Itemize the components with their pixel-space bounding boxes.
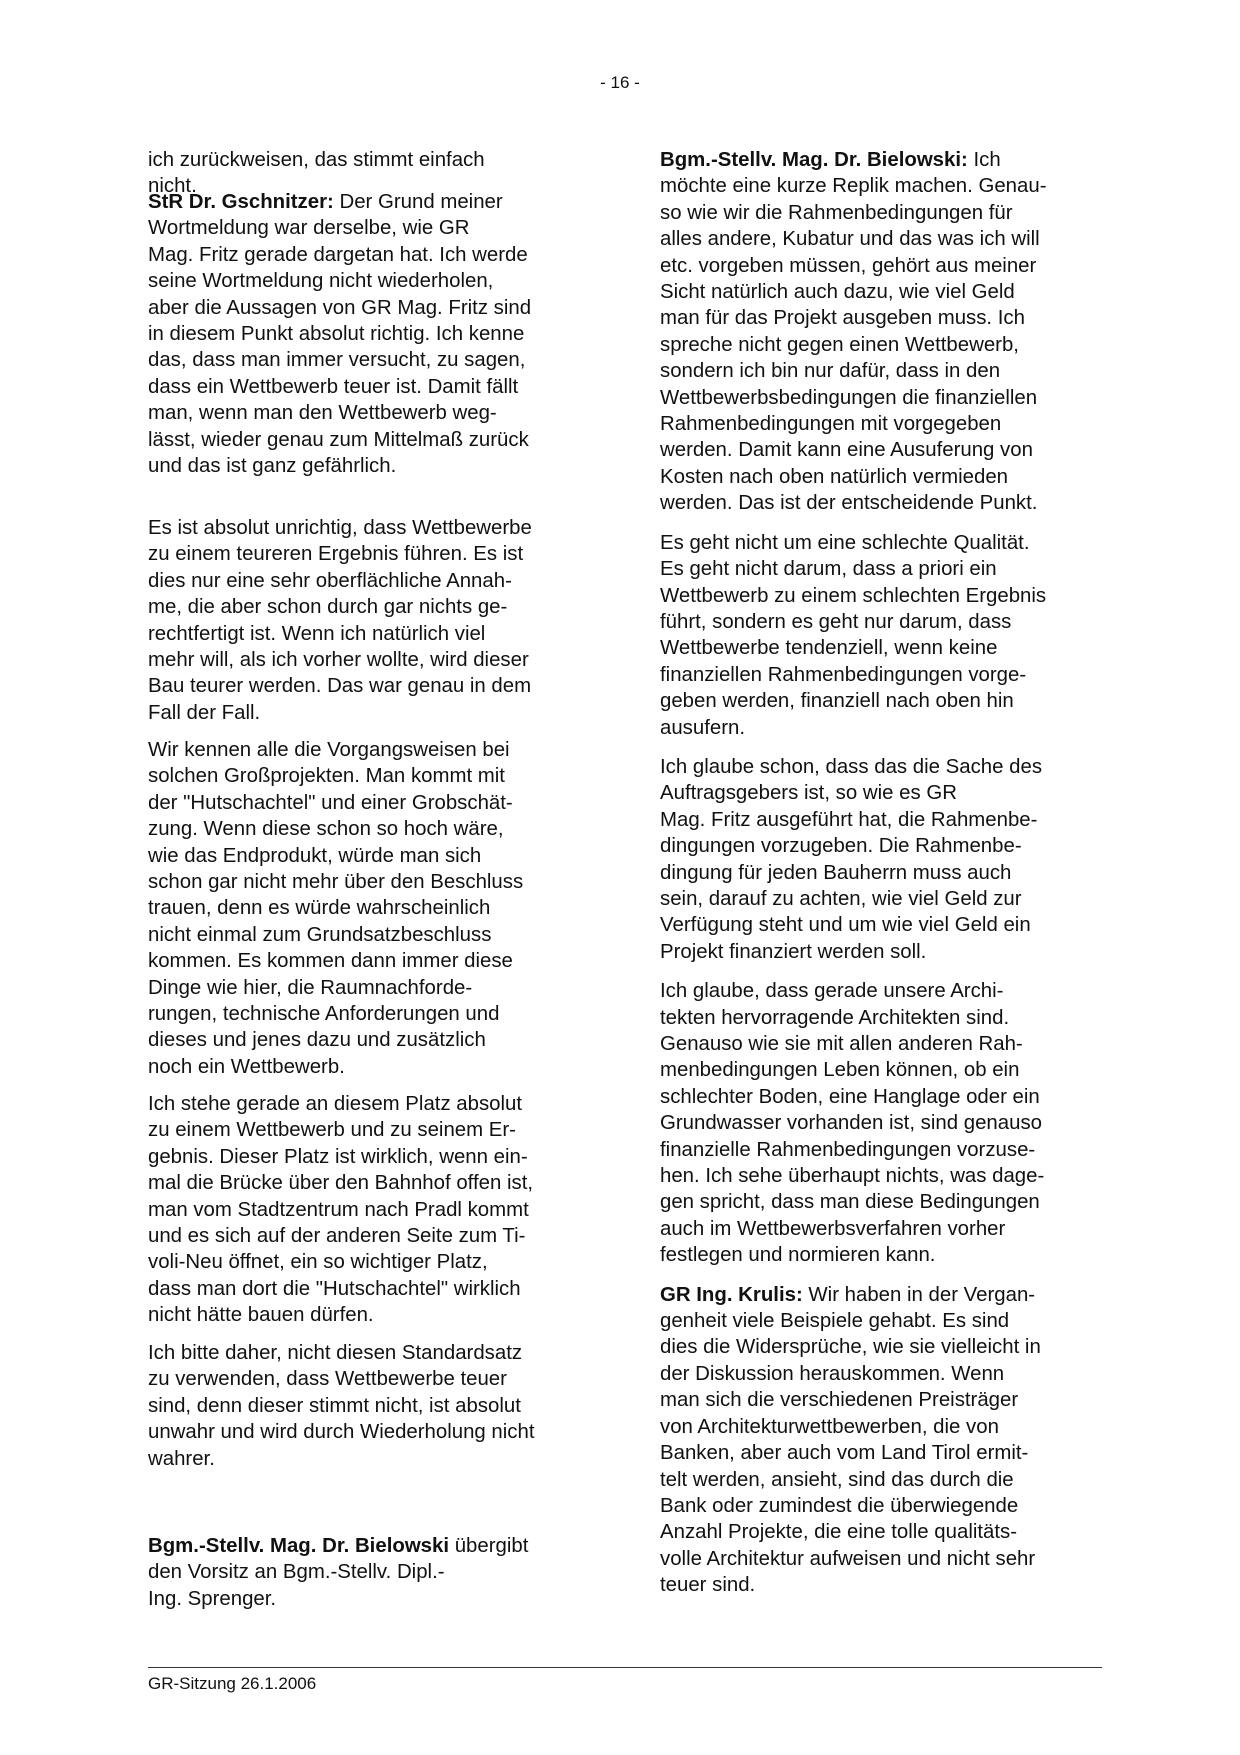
text-line: trauen, denn es würde wahrscheinlich bbox=[148, 897, 491, 920]
text-line: der Diskussion herauskommen. Wenn bbox=[660, 1362, 1005, 1385]
text-line: nicht hätte bauen dürfen. bbox=[148, 1304, 374, 1327]
text-line: das, dass man immer versucht, zu sagen, bbox=[148, 349, 526, 372]
text-line: man sich die verschiedenen Preisträger bbox=[660, 1389, 1019, 1412]
text-line: Bau teurer werden. Das war genau in dem bbox=[148, 675, 532, 698]
text-line: gebnis. Dieser Platz ist wirklich, wenn ein- bbox=[148, 1145, 528, 1168]
paragraph-architekten bbox=[660, 978, 1112, 1268]
text-line: Rahmenbedingungen mit vorgegeben bbox=[660, 413, 1002, 436]
text-line: Projekt finanziert werden soll. bbox=[660, 940, 927, 963]
text-line: Wir haben in der Vergan- bbox=[802, 1283, 1036, 1306]
text-line: man vom Stadtzentrum nach Pradl kommt bbox=[148, 1198, 529, 1221]
text-line: Genauso wie sie mit allen anderen Rah- bbox=[660, 1033, 1023, 1055]
text-line: wahrer. bbox=[148, 1447, 215, 1470]
text-line: nicht einmal zum Grundsatzbeschluss bbox=[148, 923, 492, 946]
text-line: übergibt bbox=[449, 1535, 529, 1557]
paragraph-krulis bbox=[660, 1282, 1112, 1599]
speaker-name: Bgm.-Stellv. Mag. Dr. Bielowski: bbox=[660, 149, 968, 171]
text-line: Ing. Sprenger. bbox=[148, 1587, 277, 1610]
text-line: man, wenn man den Wettbewerb weg- bbox=[148, 402, 497, 425]
text-line: teuer sind. bbox=[660, 1574, 756, 1597]
text-line: schlechter Boden, eine Hanglage oder ein bbox=[660, 1085, 1040, 1108]
text-line: lässt, wieder genau zum Mittelmaß zurück bbox=[148, 428, 529, 451]
text-line: ausufern. bbox=[660, 716, 746, 739]
paragraph-qualitaet bbox=[660, 530, 1112, 741]
text-line: von Architekturwettbewerben, die von bbox=[660, 1415, 999, 1438]
text-line: Wortmeldung war derselbe, wie GR bbox=[148, 217, 470, 240]
text-line: zu einem teureren Ergebnis führen. Es ist bbox=[148, 543, 524, 566]
text-line: dingung für jeden Bauherrn muss auch bbox=[660, 861, 1012, 884]
text-line: man für das Projekt ausgeben muss. Ich bbox=[660, 307, 1025, 330]
text-line: genheit viele Beispiele gehabt. Es sind bbox=[660, 1310, 1010, 1333]
paragraph-auftragsgeber bbox=[660, 754, 1112, 965]
text-line: Der Grund meiner bbox=[333, 191, 503, 213]
footer-divider bbox=[148, 1667, 1102, 1668]
text-line: Wettbewerb zu einem schlechten Ergebnis bbox=[660, 584, 1047, 607]
text-line: sein, darauf zu achten, wie viel Geld zur bbox=[660, 887, 1022, 910]
text-line: Verfügung steht und um wie viel Geld ein bbox=[660, 914, 1031, 937]
text-line: Es geht nicht um eine schlechte Qualität. bbox=[660, 531, 1030, 554]
text-line: mal die Brücke über den Bahnhof offen ist, bbox=[148, 1172, 534, 1195]
text-line: tekten hervorragende Architekten sind. bbox=[660, 1006, 1010, 1029]
text-line: so wie wir die Rahmenbedingungen für bbox=[660, 201, 1013, 224]
text-line: rechtfertigt ist. Wenn ich natürlich viel bbox=[148, 622, 486, 645]
paragraph-bielowski bbox=[660, 147, 1112, 517]
text-line: schon gar nicht mehr über den Beschluss bbox=[148, 871, 524, 894]
text-line: finanziellen Rahmenbedingungen vorge- bbox=[660, 663, 1027, 686]
text-line: Mag. Fritz gerade dargetan hat. Ich werde bbox=[148, 243, 528, 266]
speaker-name: StR Dr. Gschnitzer: bbox=[148, 191, 334, 213]
text-line: Banken, aber auch vom Land Tirol ermit- bbox=[660, 1442, 1029, 1465]
paragraph-vorsitz bbox=[148, 1533, 600, 1612]
text-line: dies die Widersprüche, wie sie vielleicht in bbox=[660, 1336, 1041, 1359]
text-line: Es geht nicht darum, dass a priori ein bbox=[660, 558, 997, 581]
text-line: noch ein Wettbewerb. bbox=[148, 1055, 345, 1078]
text-line: dies nur eine sehr oberflächliche Annah- bbox=[148, 569, 512, 592]
text-line: und es sich auf der anderen Seite zum Ti- bbox=[148, 1225, 526, 1248]
text-line: zung. Wenn diese schon so hoch wäre, bbox=[148, 818, 504, 841]
paragraph-vorgangsweisen bbox=[148, 737, 600, 1080]
text-line: Bank oder zumindest die überwiegende bbox=[660, 1494, 1019, 1517]
right-column bbox=[660, 147, 1112, 1612]
footer-session-date: GR-Sitzung 26.1.2006 bbox=[148, 1674, 317, 1693]
text-line: wie das Endprodukt, würde man sich bbox=[148, 844, 482, 867]
text-line: unwahr und wird durch Wiederholung nicht bbox=[148, 1421, 535, 1444]
speaker-name: Bgm.-Stellv. Mag. Dr. Bielowski bbox=[148, 1535, 450, 1557]
text-line: in diesem Punkt absolut richtig. Ich kenne bbox=[148, 323, 525, 346]
text-line: geben werden, finanziell nach oben hin bbox=[660, 690, 1014, 713]
text-line: rungen, technische Anforderungen und bbox=[148, 1003, 500, 1026]
paragraph-gschnitzer bbox=[148, 189, 600, 479]
text-line: zu verwenden, dass Wettbewerbe teuer bbox=[148, 1368, 507, 1391]
text-line: Ich bitte daher, nicht diesen Standardsatz bbox=[148, 1342, 523, 1364]
text-line: dieses und jenes dazu und zusätzlich bbox=[148, 1029, 486, 1052]
text-line: gen spricht, dass man diese Bedingungen bbox=[660, 1191, 1040, 1214]
text-line: Auftragsgebers ist, so wie es GR bbox=[660, 782, 957, 805]
text-line: Ich glaube schon, dass das die Sache des bbox=[660, 755, 1043, 778]
text-line: nicht. bbox=[148, 175, 197, 198]
text-line: volle Architektur aufweisen und nicht sehr bbox=[660, 1547, 1036, 1570]
text-line: mehr will, als ich vorher wollte, wird dieser bbox=[148, 649, 529, 672]
speaker-name: GR Ing. Krulis: bbox=[660, 1283, 803, 1306]
text-line: Ich stehe gerade an diesem Platz absolut bbox=[148, 1093, 523, 1115]
text-line: Dinge wie hier, die Raumnachforde- bbox=[148, 976, 473, 999]
text-line: sind, denn dieser stimmt nicht, ist absolut bbox=[148, 1394, 521, 1417]
text-line: werden. Das ist der entscheidende Punkt. bbox=[660, 492, 1038, 515]
text-line: hen. Ich sehe überhaupt nichts, was dage- bbox=[660, 1165, 1045, 1188]
text-line: Ich glaube, dass gerade unsere Archi- bbox=[660, 980, 1004, 1003]
text-line: Ich bbox=[967, 149, 1001, 171]
text-line: kommen. Es kommen dann immer diese bbox=[148, 950, 513, 973]
text-line: Wir kennen alle die Vorgangsweisen bei bbox=[148, 739, 510, 761]
text-line: etc. vorgeben müssen, gehört aus meiner bbox=[660, 254, 1037, 277]
text-line: Kosten nach oben natürlich vermieden bbox=[660, 465, 1008, 488]
text-line: spreche nicht gegen einen Wettbewerb, bbox=[660, 333, 1019, 356]
text-line: festlegen und normieren kann. bbox=[660, 1244, 936, 1267]
text-line: me, die aber schon durch gar nichts ge- bbox=[148, 596, 508, 619]
text-line: zu einem Wettbewerb und zu seinem Er- bbox=[148, 1119, 516, 1142]
text-line: dingungen vorzugeben. Die Rahmenbe- bbox=[660, 835, 1022, 858]
text-line: Grundwasser vorhanden ist, sind genauso bbox=[660, 1112, 1042, 1135]
text-line: alles andere, Kubatur und das was ich will bbox=[660, 228, 1040, 251]
text-line: möchte eine kurze Replik machen. Genau- bbox=[660, 175, 1047, 198]
text-line: menbedingungen Leben können, ob ein bbox=[660, 1059, 1020, 1082]
text-line: telt werden, ansieht, sind das durch die bbox=[660, 1468, 1014, 1491]
text-line: der "Hutschachtel" und einer Grobschät- bbox=[148, 791, 513, 814]
text-line: voli-Neu öffnet, ein so wichtiger Platz, bbox=[148, 1251, 488, 1274]
text-line: seine Wortmeldung nicht wiederholen, bbox=[148, 270, 494, 293]
text-line: Sicht natürlich auch dazu, wie viel Geld bbox=[660, 281, 1015, 304]
text-line: auch im Wettbewerbsverfahren vorher bbox=[660, 1217, 1006, 1240]
text-line: finanzielle Rahmenbedingungen vorzuse- bbox=[660, 1138, 1036, 1161]
text-line: aber die Aussagen von GR Mag. Fritz sind bbox=[148, 296, 532, 319]
text-line: dass man dort die "Hutschachtel" wirklich bbox=[148, 1277, 521, 1300]
paragraph-unrichtig bbox=[148, 515, 600, 726]
text-line: führt, sondern es geht nur darum, dass bbox=[660, 610, 1012, 633]
paragraph-standardsatz bbox=[148, 1340, 600, 1472]
text-line: sondern ich bin nur dafür, dass in den bbox=[660, 360, 1001, 383]
text-line: dass ein Wettbewerb teuer ist. Damit fällt bbox=[148, 375, 519, 398]
text-line: werden. Damit kann eine Ausuferung von bbox=[660, 439, 1033, 462]
text-line: Fall der Fall. bbox=[148, 701, 261, 724]
text-line: ich zurückweisen, das stimmt einfach bbox=[148, 149, 485, 171]
text-line: Wettbewerbsbedingungen die finanziellen bbox=[660, 386, 1038, 409]
text-line: den Vorsitz an Bgm.-Stellv. Dipl.- bbox=[148, 1561, 445, 1584]
text-line: und das ist ganz gefährlich. bbox=[148, 455, 397, 478]
page-number: - 16 - bbox=[600, 73, 640, 92]
paragraph-platz bbox=[148, 1091, 600, 1329]
text-line: Mag. Fritz ausgeführt hat, die Rahmenbe- bbox=[660, 808, 1038, 831]
text-line: Wettbewerbe tendenziell, wenn keine bbox=[660, 637, 998, 660]
text-line: Anzahl Projekte, die eine tolle qualitäts- bbox=[660, 1521, 1018, 1544]
text-line: solchen Großprojekten. Man kommt mit bbox=[148, 765, 505, 788]
text-line: Es ist absolut unrichtig, dass Wettbewerbe bbox=[148, 517, 532, 539]
